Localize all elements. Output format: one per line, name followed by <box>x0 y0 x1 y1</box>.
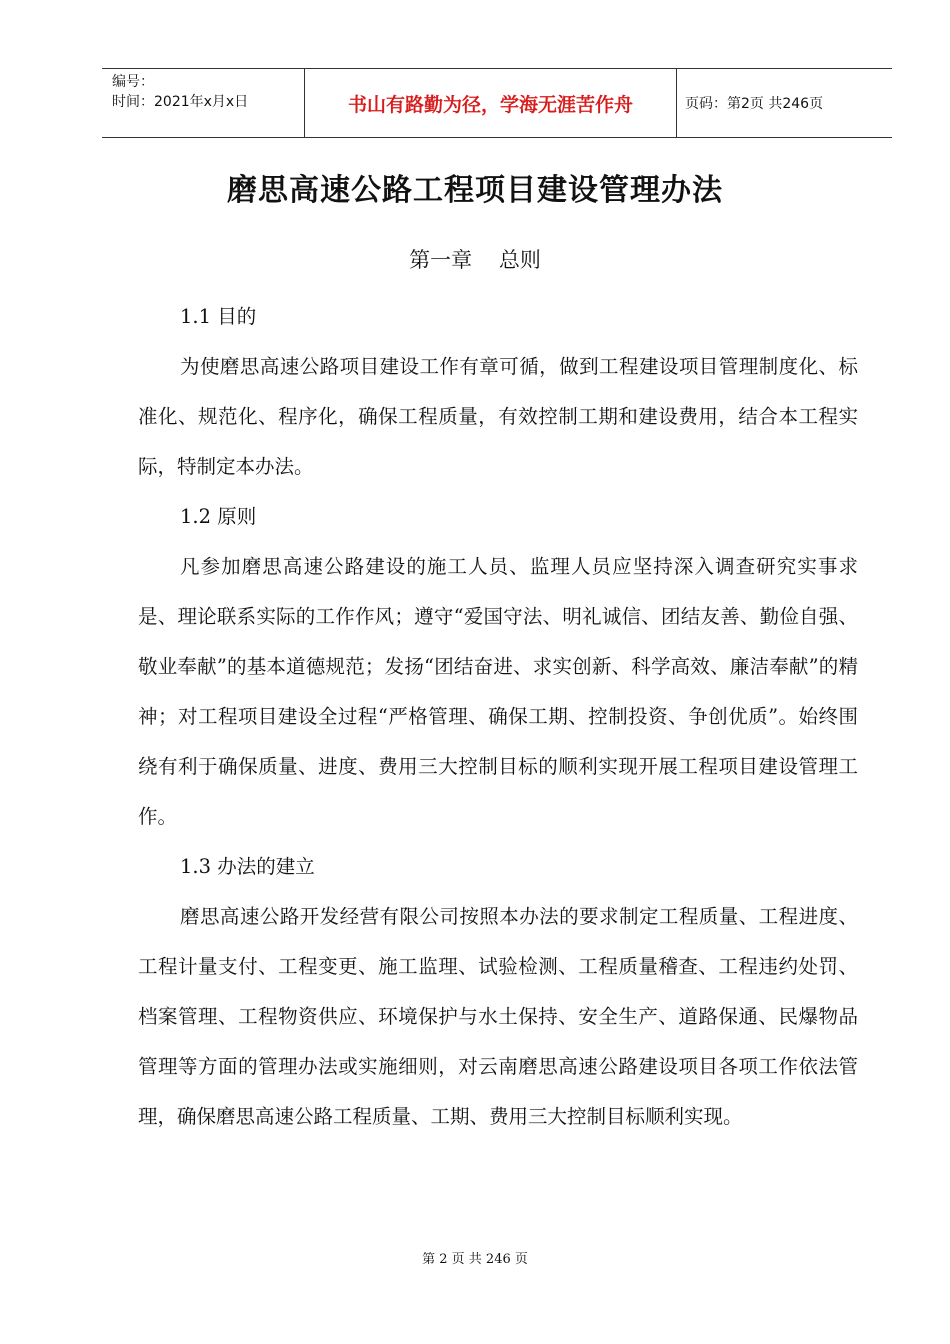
page-header <box>102 68 892 138</box>
document-body <box>138 292 858 1142</box>
section-paragraph: 磨思高速公路开发经营有限公司按照本办法的要求制定工程质量、工程进度、工程计量支付、工程变更、施工监理、试验检测、工程质量稽查、工程违约处罚、档案管理、工程物资供应、环境保护与水土保持、安全生产、道路保通、民爆物品管理等方面的管理办法或实施细则，对云南磨思高速公路建设项目各项工作依法管理，确保磨思高速公路工程质量、工期、费用三大控制目标顺利实现。 <box>138 905 858 1128</box>
section-paragraph: 为使磨思高速公路项目建设工作有章可循，做到工程建设项目管理制度化、标准化、规范化、程序化，确保工程质量，有效控制工期和建设费用，结合本工程实际，特制定本办法。 <box>138 355 858 478</box>
header-motto: 书山有路勤为径，学海无涯苦作舟 <box>304 69 677 137</box>
time-label: 时间：2021年x月x日 <box>112 94 249 110</box>
section-heading: 1.2 原则 <box>180 505 257 528</box>
number-label: 编号： <box>112 74 154 90</box>
section-heading: 1.1 目的 <box>180 305 257 328</box>
header-meta <box>102 69 304 137</box>
header-page-info: 页码：第2页 共246页 <box>685 96 824 112</box>
document-title: 磨思高速公路工程项目建设管理办法 <box>227 173 723 208</box>
section-paragraph: 凡参加磨思高速公路建设的施工人员、监理人员应坚持深入调查研究实事求是、理论联系实际的工作作风；遵守“爱国守法、明礼诚信、团结友善、勤俭自强、敬业奉献”的基本道德规范；发扬“团结奋进、求实创新、科学高效、廉洁奉献”的精神；对工程项目建设全过程“严格管理、确保工期、控制投资、争创优质”。始终围绕有利于确保质量、进度、费用三大控制目标的顺利实现开展工程项目建设管理工作。 <box>138 555 858 828</box>
section-heading: 1.3 办法的建立 <box>180 855 315 878</box>
page-footer: 第 2 页 共 246 页 <box>422 1252 528 1267</box>
chapter-heading: 第一章 总则 <box>409 248 541 272</box>
